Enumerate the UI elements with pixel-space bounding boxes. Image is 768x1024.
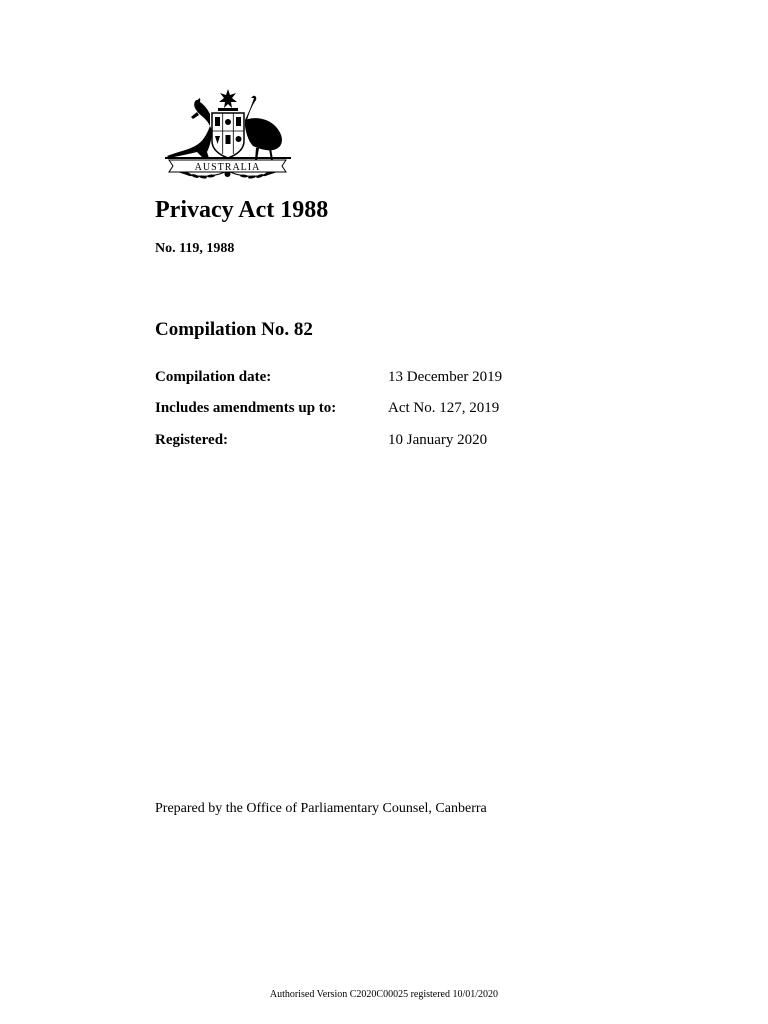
registered-value: 10 January 2020: [388, 432, 488, 448]
document-title: Privacy Act 1988: [155, 197, 329, 223]
australian-coat-of-arms-icon: [155, 86, 300, 182]
prepared-by-note: Prepared by the Office of Parliamentary Counsel, Canberra: [155, 801, 487, 816]
amendments-value: Act No. 127, 2019: [388, 400, 500, 416]
compilation-date-value: 13 December 2019: [388, 369, 503, 385]
registered-row: [155, 432, 575, 452]
crest-lettering: AUSTRALIA: [194, 162, 261, 173]
act-number: No. 119, 1988: [155, 241, 235, 256]
compilation-date-row: [155, 369, 575, 389]
amendments-row: [155, 400, 575, 420]
amendments-label: Includes amendments up to:: [155, 400, 337, 416]
registered-label: Registered:: [155, 432, 229, 448]
compilation-date-label: Compilation date:: [155, 369, 272, 385]
compilation-heading: Compilation No. 82: [155, 319, 313, 340]
authorised-version-footer: Authorised Version C2020C00025 registered 10/01/2020: [269, 989, 499, 1000]
